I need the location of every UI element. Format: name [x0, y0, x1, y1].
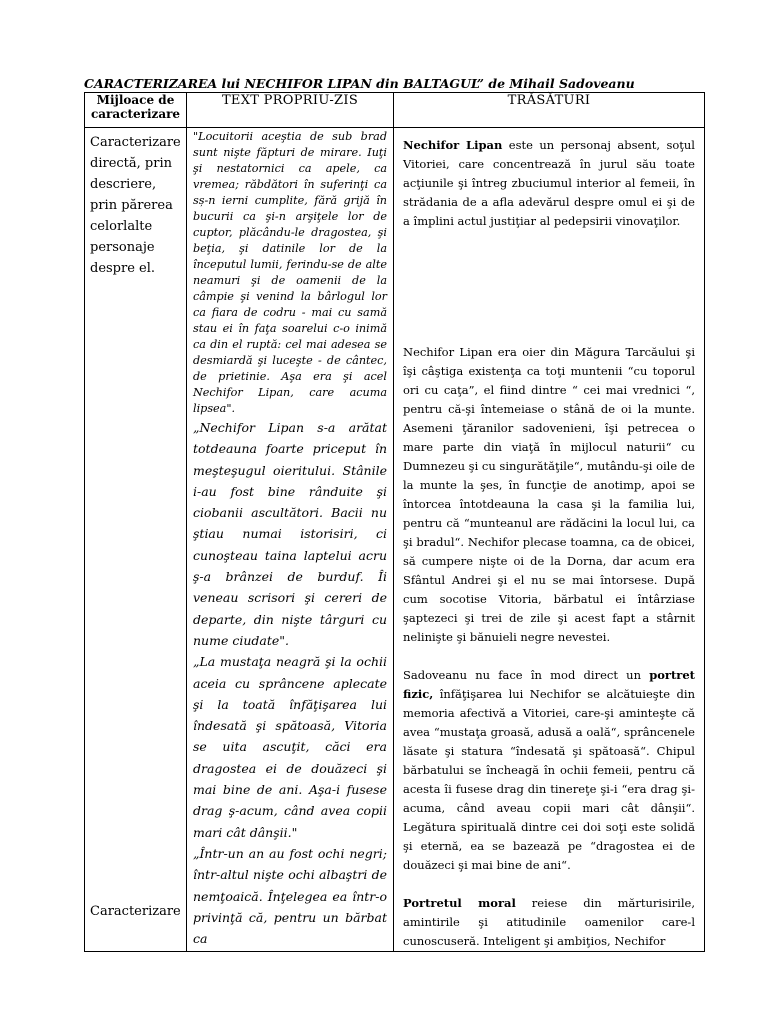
- header-means: Mijloace de caracterizare: [85, 93, 187, 128]
- quote-mountain-people: "Locuitorii aceştia de sub brad sunt nişte făpturi de mirare. Iuţi şi nestatornici ca apele, ca vremea; răbdători în suferinţi ca sș-n ierni cumplite, fără grijă în bucurii ca şi-n arşiţele lor de cuptor, plăcându-le dragostea, şi beţia, şi datinile lor de la începutul lumii, ferindu-se de alte neamuri şi de oamenii de la câmpie şi venind la bârlogul lor ca fiara de codru - mai cu samă stau ei în faţa soarelui c-o inimă ca din el ruptă: cel mai adesea se desmiardă şi luceşte - de cântec, de prietinie. Aşa era şi acel Nechifor Lipan, care acuma lipsea".: [193, 130, 387, 415]
- means-characterization-continued: Caracterizare: [90, 904, 181, 919]
- trait-name-bold: Nechifor Lipan: [403, 138, 503, 152]
- quotes-cell: [187, 128, 394, 952]
- trait-paragraph-moral-portrait: Portretul moral reiese din mărturisirile, amintirile şi atitudinile oamenilor care-l cunoscuseră. Inteligent şi ambiţios, Nechifor: [403, 896, 695, 948]
- trait-paragraph-shepherd: Nechifor Lipan era oier din Măgura Tarcăului şi îşi câştiga existenţa ca toţi muntenii “cu toporul ori cu caţa”, el fiind dintre “ cei mai vrednici “, pentru că-şi întemeiase o stână de oi la munte. Asemeni ţăranilor sadovenieni, îşi petrecea o mare parte din viaţă în mijlocul naturii“ cu Dumnezeu şi cu singurătăţile“, mutându-şi oile de la munte la şes, în funcţie de anotimp, apoi se întorcea întotdeauna la casa şi la familia lui, pentru că “munteanul are rădăcini la locul lui, ca şi bradul“. Nechifor plecase toamna, ca de obicei, să cumpere nişte oi de la Dorna, dar acum era Sfântul Andrei şi el nu se mai întorsese. După cum socotise Vitoria, bărbatul ei întârziase şaptezeci şi trei de zile şi acest fapt a stârnit nelinişte şi bănuieli negre nevestei.: [403, 345, 695, 644]
- means-direct-characterization: Caracterizare directă, prin descriere, prin părerea celorlalte personaje despre el.: [90, 135, 181, 276]
- header-traits: TRĂSĂTURI: [394, 93, 705, 128]
- quote-shepherd-skill: „Nechifor Lipan s-a arătat totdeauna foarte priceput în meşteşugul oieritului. Stânile i-au fost bine rânduite şi ciobanii ascultători. Bacii nu ştiau numai istorisiri, ci cunoşteau taina laptelui acru ş-a brânzei de burduf. Îi veneau scrisori şi cereri de departe, din nişte târguri cu nume ciudate".: [193, 420, 387, 648]
- header-text: TEXT PROPRIU-ZIS: [187, 93, 394, 128]
- trait-paragraph-physical-portrait: Sadoveanu nu face în mod direct un portret fizic, înfăţişarea lui Nechifor se alcătuieşte din memoria afectivă a Vitoriei, care-şi aminteşte că avea “mustaţa groasă, adusă a oală“, sprâncenele lăsate şi statura “îndesată şi spătoasă“. Chipul bărbatului se încheagă în ochii femeii, pentru că acesta îi fusese drag din tinereţe şi-i “era drag şi-acuma, când aveau copii mari cât dânşii“. Legătura spirituală dintre cei doi soţi este solidă şi eternă, ea se bazează pe “dragostea ei de douăzeci şi mai bine de ani“.: [403, 668, 695, 872]
- quote-physical-appearance: „La mustaţa neagră şi la ochii aceia cu sprâncene aplecate şi la toată înfăţişarea lui îndesată şi spătoasă, Vitoria se uita ascuţit, căci era dragostea ei de douăzeci şi mai bine de ani. Aşa-i fusese drag ş-acum, când avea copii mari cât dânşii.": [193, 654, 387, 840]
- document-title: CARACTERIZAREA lui NECHIFOR LIPAN din BALTAGUL” de Mihail Sadoveanu: [84, 76, 635, 91]
- trait-paragraph-absent-character: Nechifor Lipan este un personaj absent, soţul Vitoriei, care concentrează în jurul său toate acţiunile şi întreg zbuciumul interior al femeii, în strădania de a afla adevărul despre omul ei şi de a împlini actul justiţiar al pedepsirii vinovaţilor.: [403, 138, 695, 228]
- table-header-row: [85, 93, 705, 128]
- table-row: [85, 128, 705, 952]
- quote-eyes: „Într-un an au fost ochi negri; într-altul nişte ochi albaştri de nemţoaică. Înţelegea ea într-o privinţă că, pentru un bărbat ca: [193, 845, 387, 947]
- characterization-table: [84, 92, 705, 952]
- traits-cell: [394, 128, 705, 952]
- means-cell: [85, 128, 187, 952]
